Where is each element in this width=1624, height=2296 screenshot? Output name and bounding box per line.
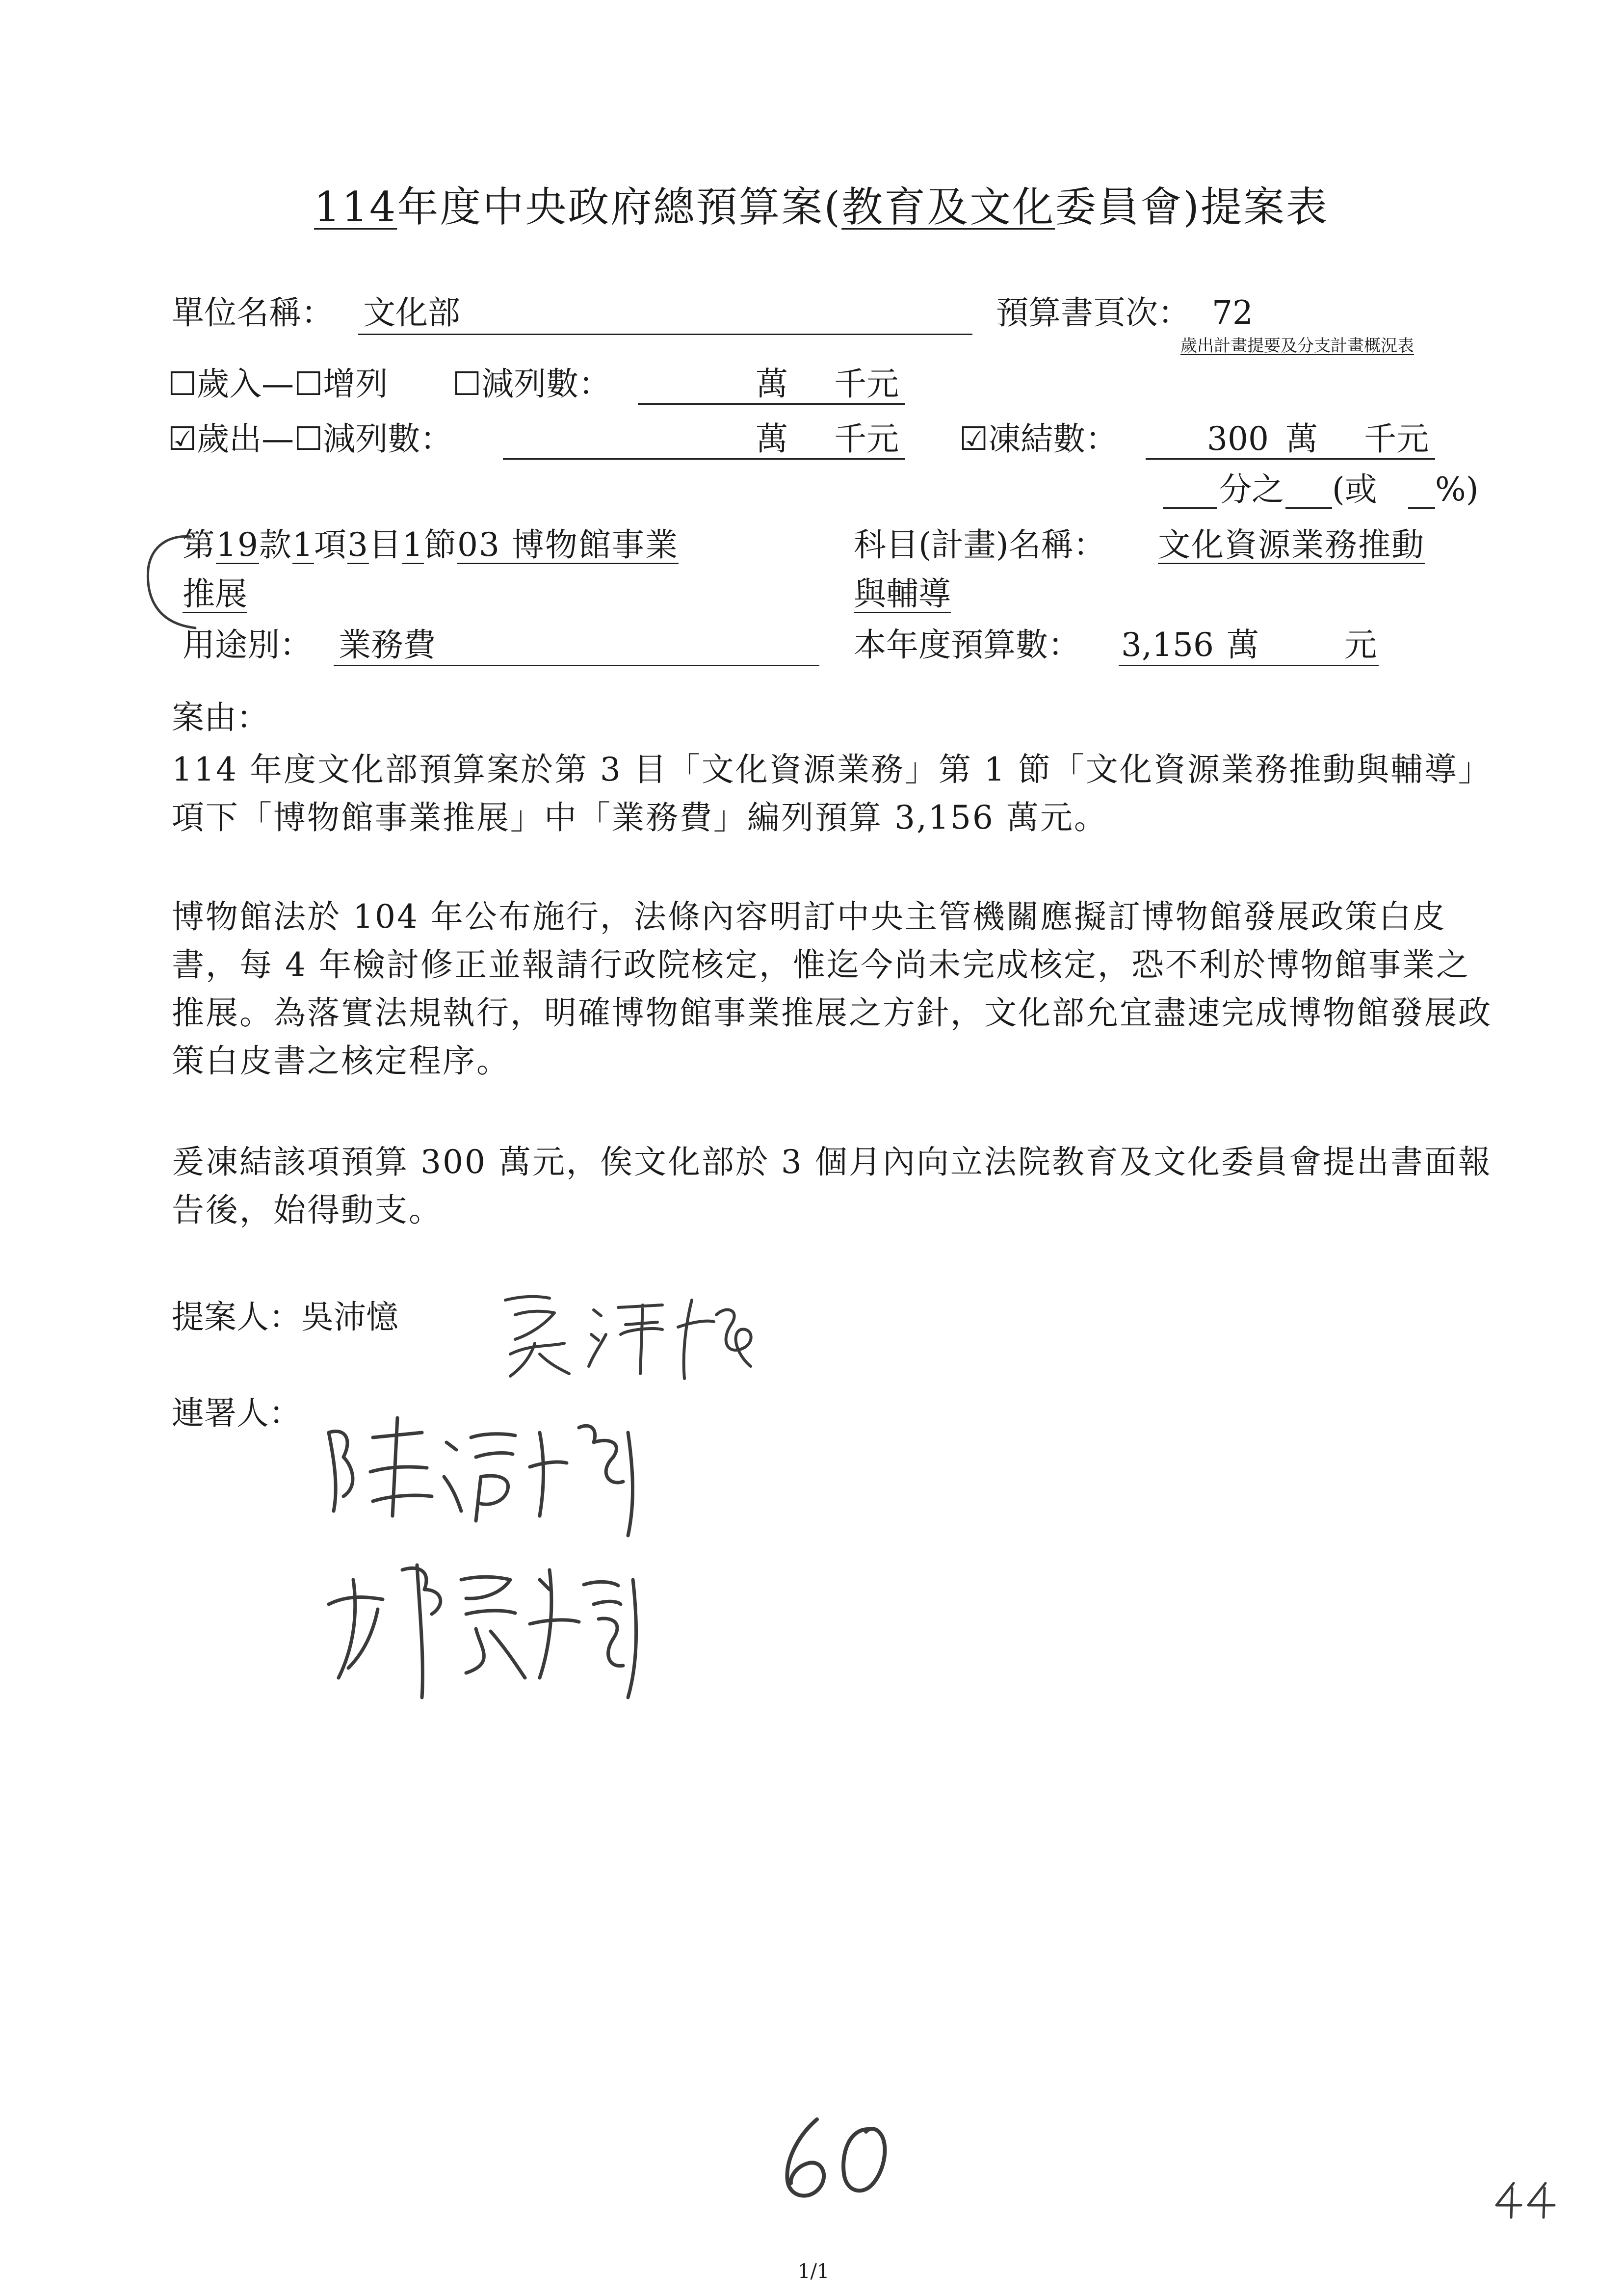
budget-value: 3,156	[1121, 626, 1214, 664]
cosigner-2-signature	[319, 1550, 662, 1707]
reason-paragraph-3-text: 爰凍結該項預算 300 萬元，俟文化部於 3 個月內向立法院教育及文化委員會提出書面報告後，始得動支。	[172, 1143, 1492, 1229]
item-kuan: 19	[216, 526, 259, 564]
reason-label: 案由：	[172, 699, 269, 736]
revenue-decrease-label: ☐減列數：	[452, 365, 611, 403]
expenditure-checkbox: ☑	[168, 420, 197, 458]
proposer-signature	[496, 1280, 770, 1388]
fraction-pct: %)	[1435, 470, 1479, 508]
subject-value-b: 與輔導	[854, 575, 951, 613]
usage-underline	[334, 665, 819, 666]
freeze-amount: 300	[1207, 420, 1269, 458]
expenditure-qianyuan: 千元	[834, 420, 899, 458]
reason-paragraph-3	[172, 1138, 1496, 1234]
item-name-a: 03 博物館事業	[457, 526, 679, 564]
item-xiang: 1	[292, 526, 314, 564]
item-mu: 3	[347, 526, 369, 564]
reason-paragraph-2-text: 博物館法於 104 年公布施行，法條內容明訂中央主管機關應擬訂博物館發展政策白皮書，每 4 年檢討修正並報請行政院核定，惟迄今尚未完成核定，恐不利於博物館事業之推展。為落實法規執行，明確博物館事業推展之方針，文化部允宜盡速完成博物館發展政策白皮書之核定程序。	[172, 898, 1492, 1080]
revenue-increase: ☐增列	[294, 365, 388, 403]
item-kuan-unit: 款	[259, 526, 292, 564]
usage-label: 用途別：	[183, 626, 312, 664]
item-mu-unit: 目	[368, 526, 402, 564]
page-ref-note: 歲出計畫提要及分支計畫概況表	[1180, 336, 1414, 356]
cosigner-label: 連署人：	[172, 1394, 301, 1432]
revenue-label: 歲入—	[197, 365, 294, 403]
revenue-wan: 萬	[756, 365, 788, 403]
subject-label: 科目(計畫)名稱：	[854, 526, 1106, 564]
title-post: 委員會)提案表	[1055, 183, 1329, 231]
fraction-text: 分之	[1219, 470, 1284, 508]
unit-underline	[358, 334, 972, 335]
budget-underline	[1119, 665, 1379, 666]
proposer-row	[172, 1298, 398, 1336]
expenditure-label: 歲出—	[197, 420, 294, 458]
expenditure-underline	[503, 458, 905, 460]
revenue-qianyuan: 千元	[834, 365, 899, 403]
page-ref-value: 72	[1212, 294, 1253, 332]
expenditure-decrease-label: ☐減列數：	[294, 420, 453, 458]
subject-value-a: 文化資源業務推動	[1158, 526, 1425, 564]
reason-paragraph-2	[172, 893, 1496, 1085]
freeze-qianyuan: 千元	[1364, 420, 1429, 458]
item-jie-unit: 節	[423, 526, 457, 564]
item-xiang-unit: 項	[314, 526, 347, 564]
title-committee: 教育及文化	[841, 183, 1055, 231]
title-year: 114	[314, 183, 397, 231]
fraction-blank-1	[1163, 507, 1217, 509]
unit-value: 文化部	[363, 294, 460, 332]
item-name-b: 推展	[183, 575, 247, 613]
proposer-name: 吳沛憶	[301, 1298, 398, 1336]
budget-yuan: 元	[1344, 626, 1377, 664]
reason-paragraph-1	[172, 746, 1496, 842]
usage-value: 業務費	[339, 626, 436, 664]
document-title	[314, 183, 1329, 231]
page-ref-label: 預算書頁次：	[996, 294, 1190, 332]
proposer-label: 提案人：	[172, 1298, 301, 1336]
fraction-or: (或	[1332, 470, 1377, 508]
footer-page: 1/1	[798, 2260, 830, 2283]
freeze-wan: 萬	[1285, 420, 1318, 458]
handwritten-corner-number	[1492, 2178, 1560, 2222]
reason-paragraph-1-text: 114 年度文化部預算案於第 3 目「文化資源業務」第 1 節「文化資源業務推動與輔導」項下「博物館事業推展」中「業務費」編列預算 3,156 萬元。	[172, 751, 1492, 836]
revenue-row	[168, 365, 388, 403]
freeze-label: ☑凍結數：	[959, 420, 1118, 458]
item-line-1	[183, 526, 679, 564]
budget-label: 本年度預算數：	[854, 626, 1080, 664]
revenue-underline	[638, 403, 905, 405]
budget-wan: 萬	[1227, 626, 1259, 664]
unit-label: 單位名稱：	[172, 294, 334, 332]
handwritten-page-number	[770, 2110, 903, 2208]
cosigner-1-signature	[314, 1403, 657, 1540]
fraction-blank-3	[1408, 507, 1435, 509]
freeze-underline	[1146, 458, 1435, 460]
expenditure-wan: 萬	[756, 420, 788, 458]
title-pre: 年度中央政府總預算案(	[397, 183, 842, 231]
revenue-checkbox: ☐	[168, 365, 197, 403]
fraction-blank-2	[1285, 507, 1332, 509]
expenditure-row	[168, 420, 453, 458]
item-di: 第	[183, 526, 216, 564]
item-jie: 1	[402, 526, 424, 564]
